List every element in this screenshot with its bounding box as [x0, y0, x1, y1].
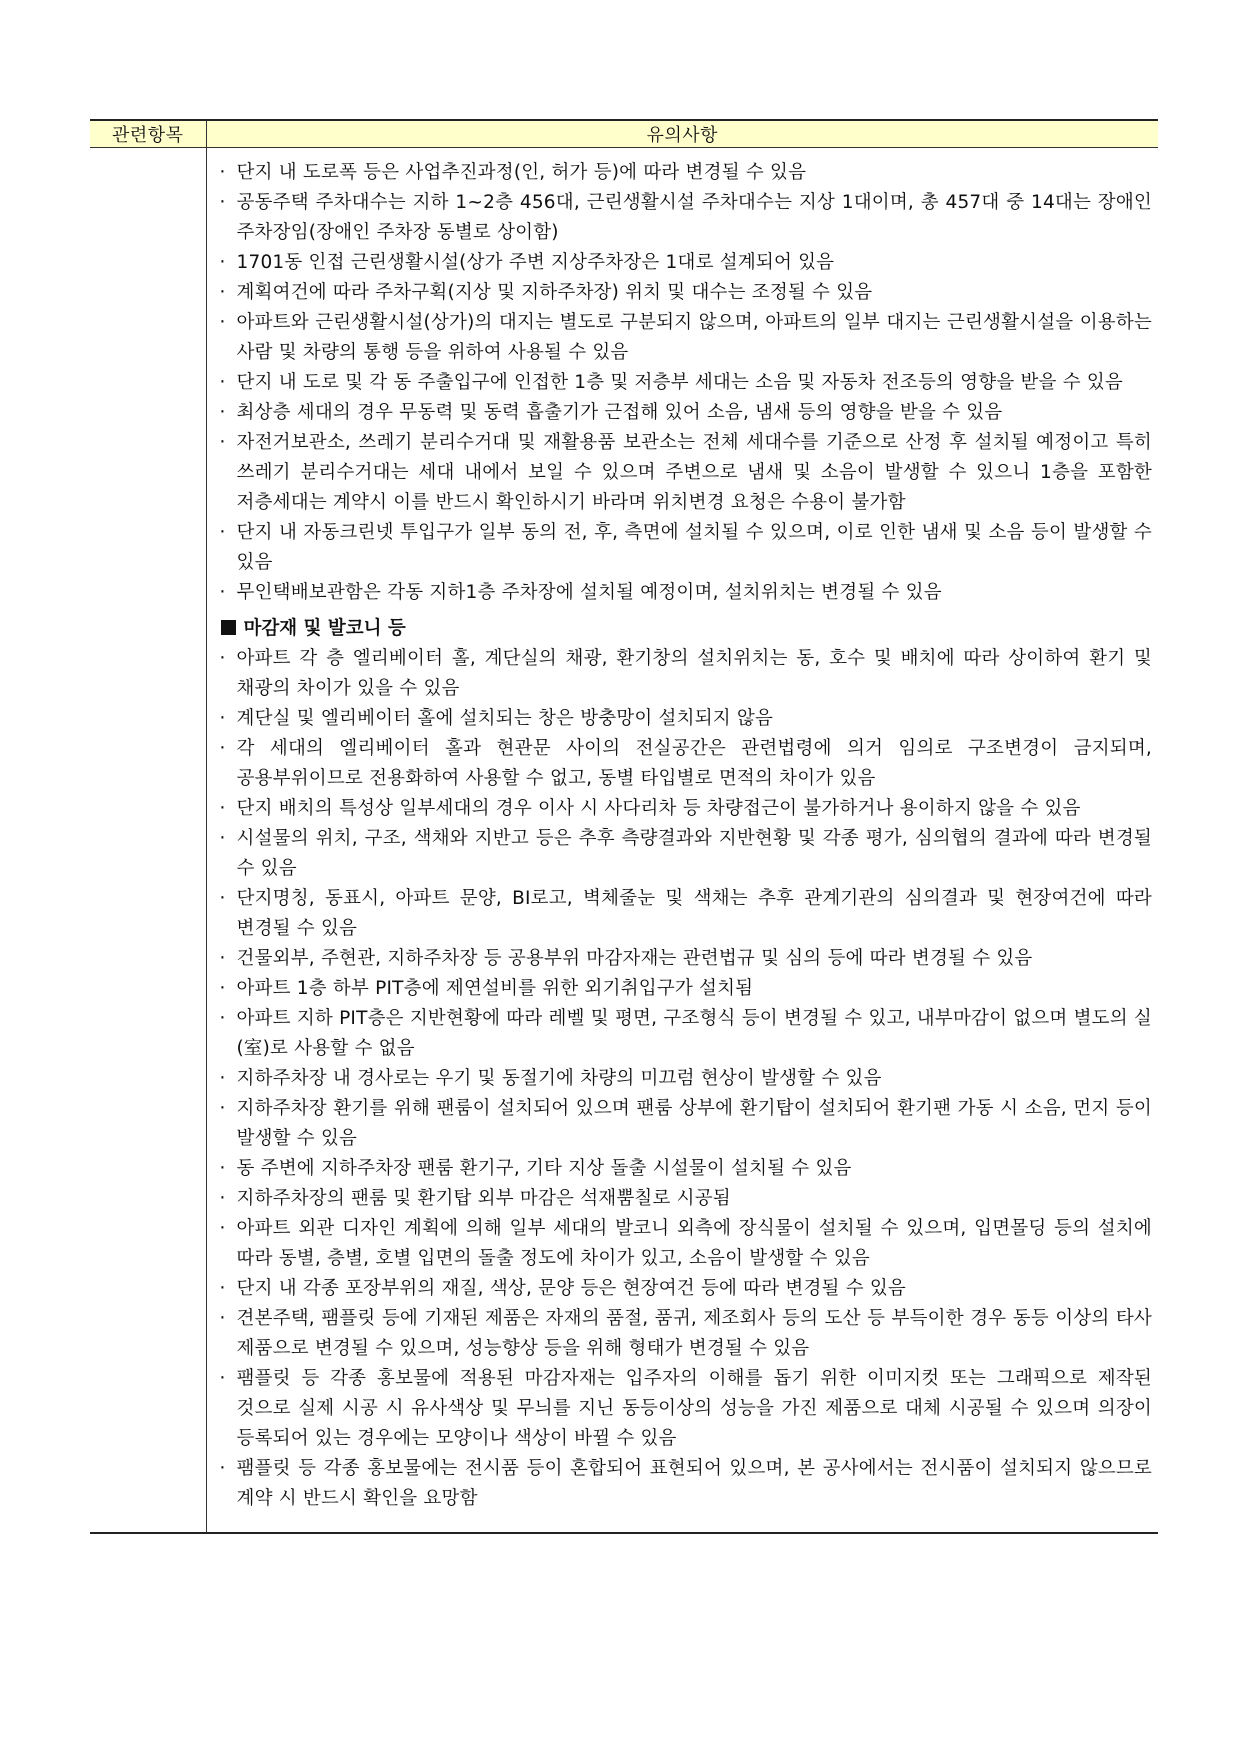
bullet-dot-icon: · [219, 192, 226, 213]
notice-item-text: 지하주차장의 팬룸 및 환기탑 외부 마감은 석재뿜칠로 시공됨 [236, 1188, 731, 1209]
notice-item-text: 단지명칭, 동표시, 아파트 문양, BI로고, 벽체줄눈 및 색채는 추후 관계기관의 심의결과 및 현장여건에 따라 변경될 수 있음 [236, 888, 1152, 939]
table-row [90, 148, 1158, 1534]
category-cell [90, 148, 206, 1534]
bullet-dot-icon: · [219, 432, 226, 453]
notice-item [217, 1304, 1153, 1364]
notice-item [217, 1094, 1153, 1154]
notice-item [217, 704, 1153, 734]
notice-item [217, 824, 1153, 884]
notice-item [217, 398, 1153, 428]
notice-item [217, 1454, 1153, 1514]
notice-table [90, 119, 1158, 1534]
notice-item [217, 884, 1153, 944]
bullet-dot-icon: · [219, 738, 226, 759]
notice-table-wrapper [90, 119, 1158, 1534]
notice-item [217, 308, 1153, 368]
notice-item-text: 아파트 지하 PIT층은 지반현황에 따라 레벨 및 평면, 구조형식 등이 변경될 수 있고, 내부마감이 없으며 별도의 실(室)로 사용할 수 없음 [236, 1008, 1152, 1059]
notice-item-text: 시설물의 위치, 구조, 색채와 지반고 등은 추후 측량결과와 지반현황 및 각종 평가, 심의협의 결과에 따라 변경될 수 있음 [236, 828, 1152, 879]
notice-item-text: 팸플릿 등 각종 홍보물에 적용된 마감자재는 입주자의 이해를 돕기 위한 이미지컷 또는 그래픽으로 제작된 것으로 실제 시공 시 유사색상 및 무늬를 지닌 동등이상의 성능을 가진 제품으로 대체 시공될 수 있으며 의장이 등록되어 있는 경우에는 모양이나 색상이 바뀔 수 있음 [236, 1368, 1152, 1449]
notice-item-text: 단지 내 도로 및 각 동 주출입구에 인접한 1층 및 저층부 세대는 소음 및 자동차 전조등의 영향을 받을 수 있음 [236, 372, 1123, 393]
notice-item-text: 단지 내 도로폭 등은 사업추진과정(인, 허가 등)에 따라 변경될 수 있음 [236, 162, 807, 183]
notes-cell [206, 148, 1158, 1534]
header-related-item: 관련항목 [90, 120, 206, 148]
notice-item [217, 518, 1153, 578]
bullet-dot-icon: · [219, 978, 226, 999]
notice-item [217, 158, 1153, 188]
notes-content [207, 148, 1159, 1532]
notice-item [217, 248, 1153, 278]
notice-item [217, 188, 1153, 248]
notice-item-text: 아파트 외관 디자인 계획에 의해 일부 세대의 발코니 외측에 장식물이 설치될 수 있으며, 입면몰딩 등의 설치에 따라 동별, 층별, 호별 입면의 돌출 정도에 차이가 있고, 소음이 발생할 수 있음 [236, 1218, 1152, 1269]
notice-item-text: 무인택배보관함은 각동 지하1층 주차장에 설치될 예정이며, 설치위치는 변경될 수 있음 [236, 582, 942, 603]
notice-item [217, 578, 1153, 608]
notice-item [217, 1154, 1153, 1184]
bullet-dot-icon: · [219, 1278, 226, 1299]
notice-item-text: 최상층 세대의 경우 무동력 및 동력 흡출기가 근접해 있어 소음, 냄새 등의 영향을 받을 수 있음 [236, 402, 1003, 423]
notice-item [217, 794, 1153, 824]
notice-item-text: 단지 내 각종 포장부위의 재질, 색상, 문양 등은 현장여건 등에 따라 변경될 수 있음 [236, 1278, 906, 1299]
header-notes: 유의사항 [206, 120, 1158, 148]
bullet-dot-icon: · [219, 648, 226, 669]
notice-item-text: 단지 내 자동크린넷 투입구가 일부 동의 전, 후, 측면에 설치될 수 있으며, 이로 인한 냄새 및 소음 등이 발생할 수 있음 [236, 522, 1152, 573]
notice-item-text: 아파트와 근린생활시설(상가)의 대지는 별도로 구분되지 않으며, 아파트의 일부 대지는 근린생활시설을 이용하는 사람 및 차량의 통행 등을 위하여 사용될 수 있음 [236, 312, 1152, 363]
bullet-dot-icon: · [219, 1308, 226, 1329]
notice-item [217, 644, 1153, 704]
notice-item-text: 계획여건에 따라 주차구획(지상 및 지하주차장) 위치 및 대수는 조정될 수 있음 [236, 282, 873, 303]
notice-item [217, 1214, 1153, 1274]
bullet-dot-icon: · [219, 1008, 226, 1029]
section-heading [217, 614, 1153, 644]
bullet-dot-icon: · [219, 1368, 226, 1389]
notice-item [217, 974, 1153, 1004]
notice-item [217, 944, 1153, 974]
notice-item [217, 1364, 1153, 1454]
bullet-dot-icon: · [219, 282, 226, 303]
notice-item-text: 단지 배치의 특성상 일부세대의 경우 이사 시 사다리차 등 차량접근이 불가하거나 용이하지 않을 수 있음 [236, 798, 1081, 819]
notice-item [217, 1004, 1153, 1064]
notice-item-text: 아파트 각 층 엘리베이터 홀, 계단실의 채광, 환기창의 설치위치는 동, 호수 및 배치에 따라 상이하여 환기 및 채광의 차이가 있을 수 있음 [236, 648, 1152, 699]
bullet-dot-icon: · [219, 522, 226, 543]
notice-item-text: 공동주택 주차대수는 지하 1~2층 456대, 근린생활시설 주차대수는 지상 1대이며, 총 457대 중 14대는 장애인 주차장임(장애인 주차장 동별로 상이함) [236, 192, 1152, 243]
notice-item [217, 278, 1153, 308]
bullet-dot-icon: · [219, 1218, 226, 1239]
bullet-dot-icon: · [219, 402, 226, 423]
table-header-row [90, 120, 1158, 148]
notice-item-text: 팸플릿 등 각종 홍보물에는 전시품 등이 혼합되어 표현되어 있으며, 본 공사에서는 전시품이 설치되지 않으므로 계약 시 반드시 확인을 요망함 [236, 1458, 1152, 1509]
notice-item [217, 734, 1153, 794]
notes-group-finishes [217, 644, 1153, 1514]
bullet-dot-icon: · [219, 798, 226, 819]
notice-item-text: 건물외부, 주현관, 지하주차장 등 공용부위 마감자재는 관련법규 및 심의 등에 따라 변경될 수 있음 [236, 948, 1033, 969]
bullet-dot-icon: · [219, 372, 226, 393]
notice-item [217, 1064, 1153, 1094]
bullet-dot-icon: · [219, 1158, 226, 1179]
notice-item [217, 1184, 1153, 1214]
bullet-dot-icon: · [219, 948, 226, 969]
notice-item-text: 아파트 1층 하부 PIT층에 제연설비를 위한 외기취입구가 설치됨 [236, 978, 754, 999]
section-heading-text: 마감재 및 발코니 등 [243, 618, 406, 639]
bullet-dot-icon: · [219, 1098, 226, 1119]
notice-item [217, 368, 1153, 398]
notice-item-text: 1701동 인접 근린생활시설(상가 주변 지상주차장은 1대로 설계되어 있음 [236, 252, 835, 273]
bullet-dot-icon: · [219, 162, 226, 183]
notice-item-text: 지하주차장 내 경사로는 우기 및 동절기에 차량의 미끄럼 현상이 발생할 수 있음 [236, 1068, 882, 1089]
notice-item-text: 자전거보관소, 쓰레기 분리수거대 및 재활용품 보관소는 전체 세대수를 기준으로 산정 후 설치될 예정이고 특히 쓰레기 분리수거대는 세대 내에서 보일 수 있으며 주변으로 냄새 및 소음이 발생할 수 있으니 1층을 포함한 저층세대는 계약시 이를 반드시 확인하시기 바라며 위치변경 요청은 수용이 불가함 [236, 432, 1152, 513]
notice-item-text: 견본주택, 팸플릿 등에 기재된 제품은 자재의 품절, 품귀, 제조회사 등의 도산 등 부득이한 경우 동등 이상의 타사 제품으로 변경될 수 있으며, 성능향상 등을 위해 형태가 변경될 수 있음 [236, 1308, 1152, 1359]
notice-item [217, 428, 1153, 518]
bullet-dot-icon: · [219, 888, 226, 909]
notes-group-general [217, 158, 1153, 608]
bullet-dot-icon: · [219, 582, 226, 603]
bullet-dot-icon: · [219, 1458, 226, 1479]
notice-item-text: 각 세대의 엘리베이터 홀과 현관문 사이의 전실공간은 관련법령에 의거 임의로 구조변경이 금지되며, 공용부위이므로 전용화하여 사용할 수 없고, 동별 타입별로 면적의 차이가 있음 [236, 738, 1152, 789]
bullet-dot-icon: · [219, 828, 226, 849]
bullet-dot-icon: · [219, 1068, 226, 1089]
bullet-dot-icon: · [219, 1188, 226, 1209]
notice-item-text: 동 주변에 지하주차장 팬룸 환기구, 기타 지상 돌출 시설물이 설치될 수 있음 [236, 1158, 852, 1179]
bullet-dot-icon: · [219, 312, 226, 333]
notice-item-text: 지하주차장 환기를 위해 팬룸이 설치되어 있으며 팬룸 상부에 환기탑이 설치되어 환기팬 가동 시 소음, 먼지 등이 발생할 수 있음 [236, 1098, 1152, 1149]
notice-item [217, 1274, 1153, 1304]
notice-item-text: 계단실 및 엘리베이터 홀에 설치되는 창은 방충망이 설치되지 않음 [236, 708, 774, 729]
bullet-dot-icon: · [219, 708, 226, 729]
bullet-dot-icon: · [219, 252, 226, 273]
black-square-icon [221, 620, 236, 635]
